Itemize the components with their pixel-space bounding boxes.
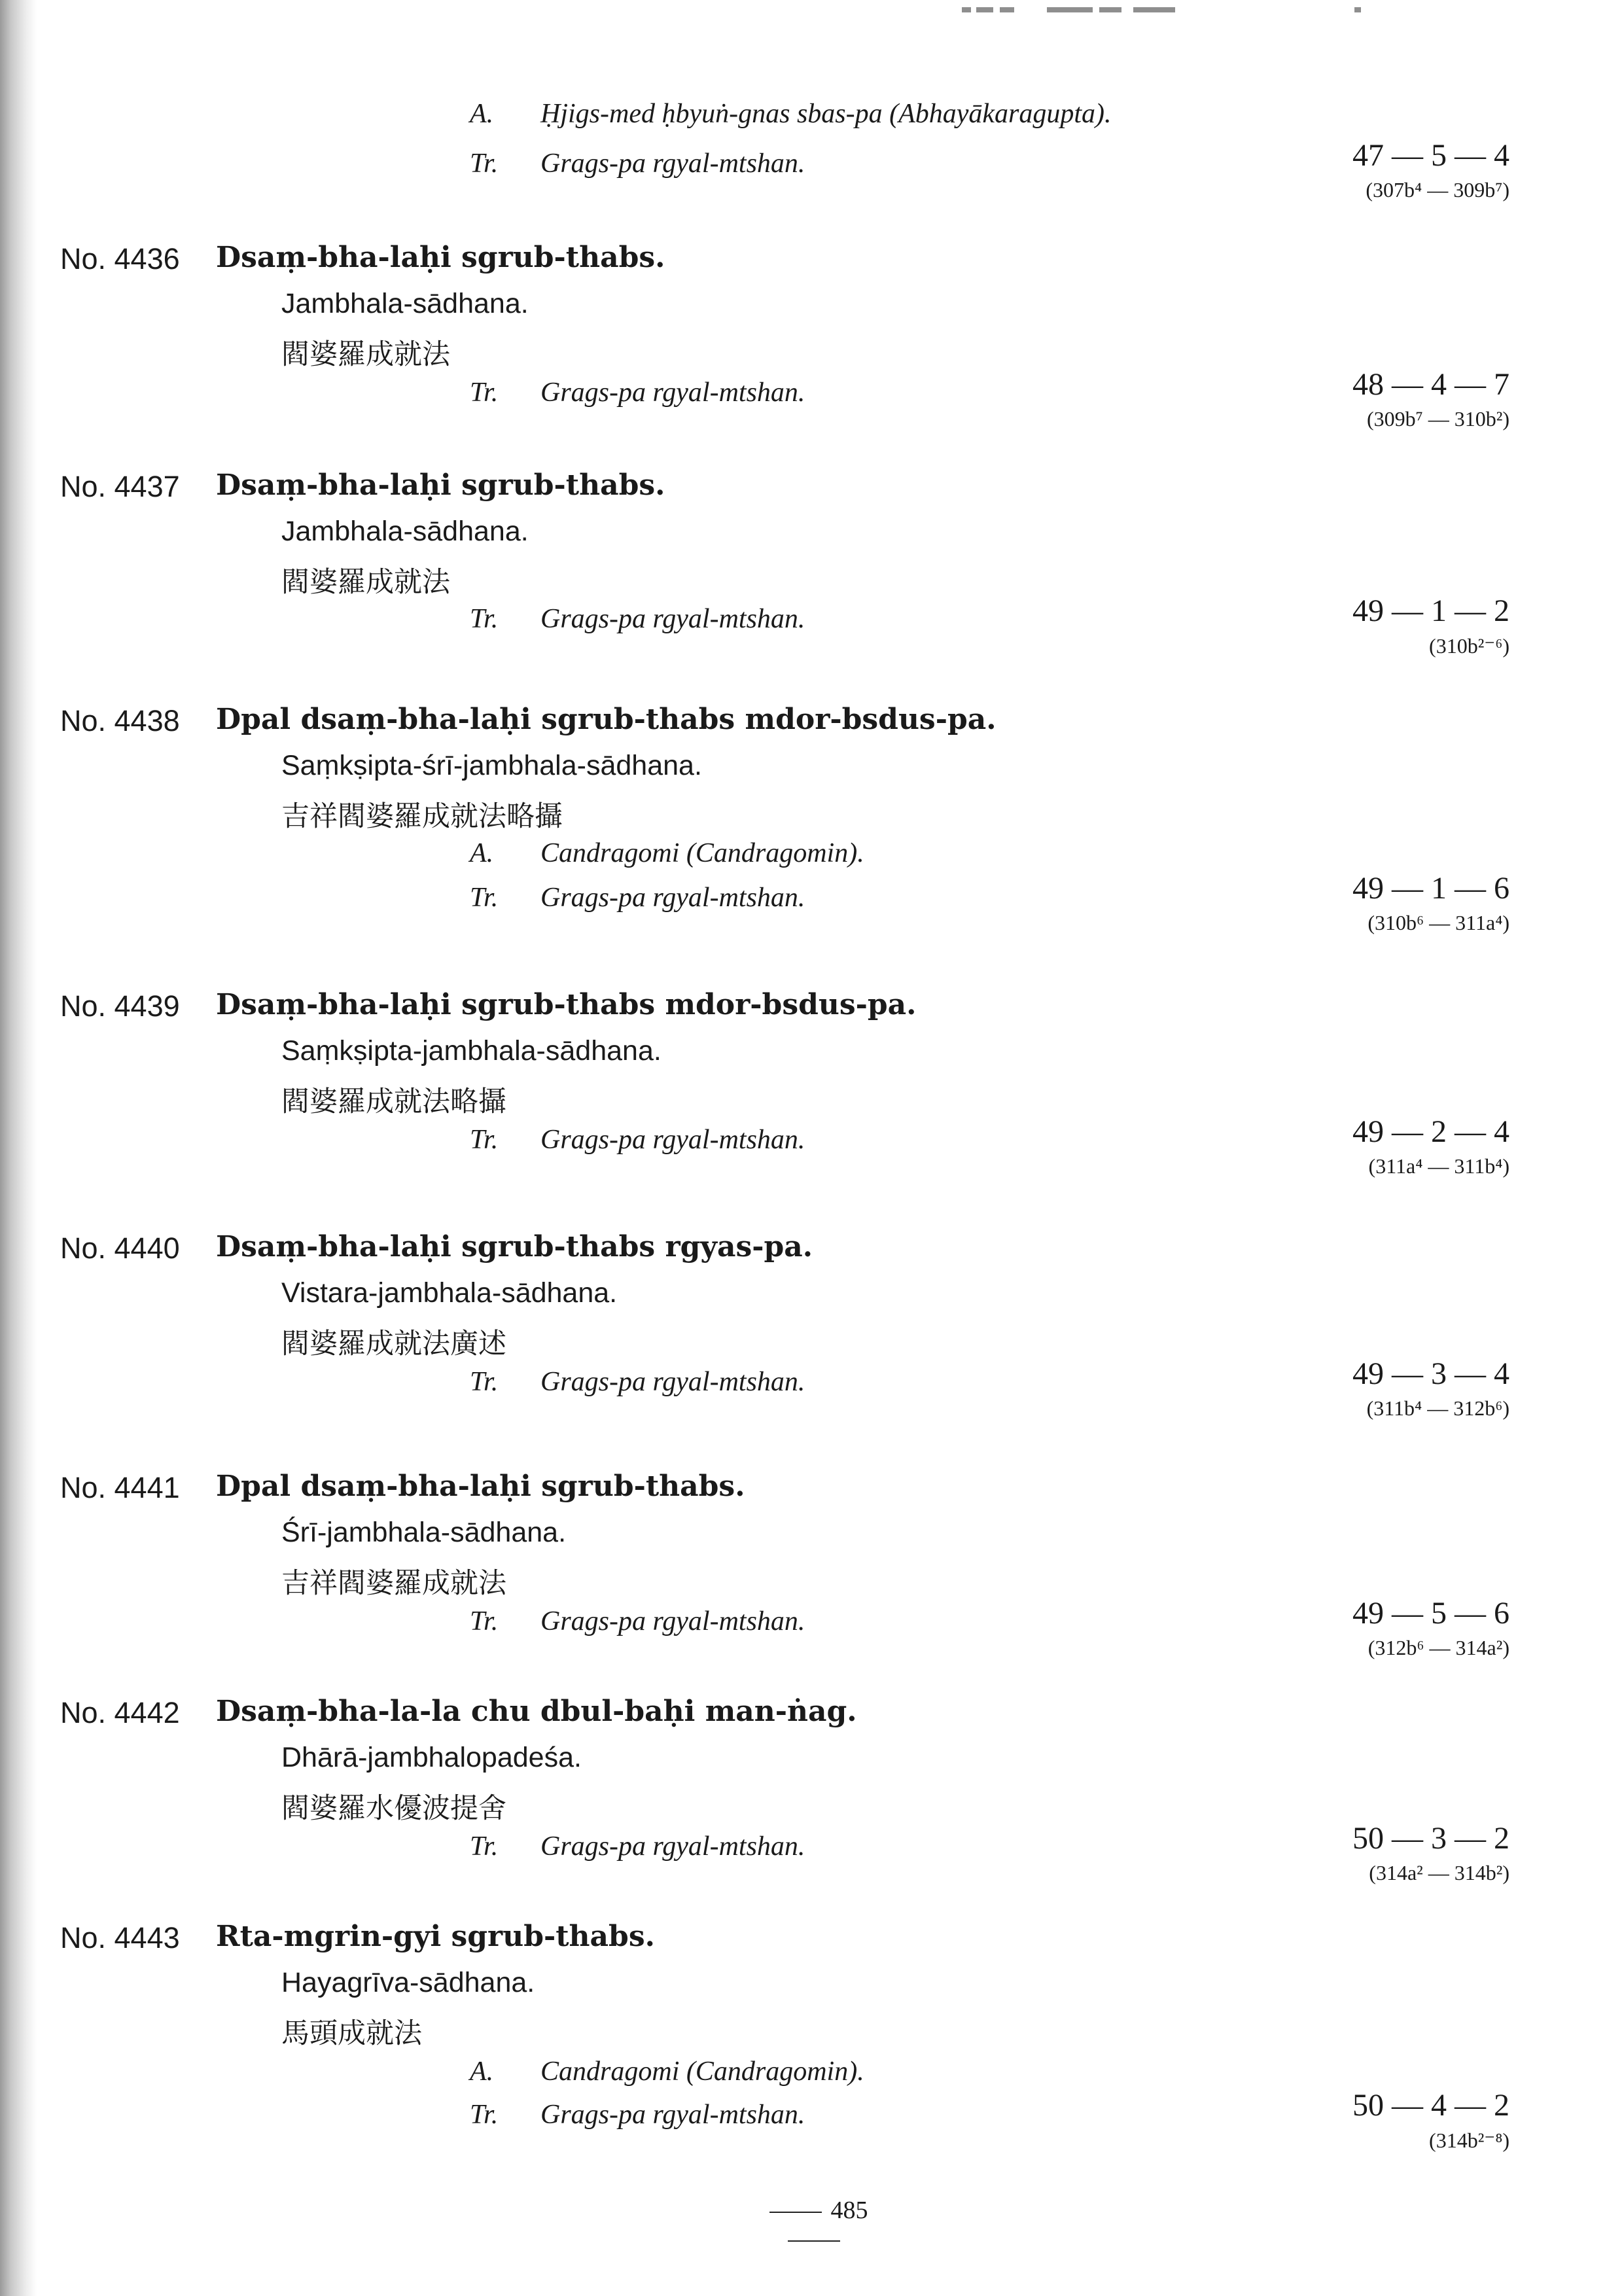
translator-name: Grags-pa rgyal-mtshan. (540, 604, 805, 634)
translator-role: Tr. (470, 149, 499, 179)
folio-reference: (311a⁴ — 311b⁴) (1368, 1154, 1509, 1178)
sanskrit-title: Dhārā-jambhalopadeśa. (281, 1742, 582, 1773)
scanned-page-edge (0, 0, 37, 2296)
translator-name: Grags-pa rgyal-mtshan. (540, 149, 805, 179)
tibetan-title: Dpal dsaṃ-bha-laḥi sgrub-thabs mdor-bsdus-pa. (216, 703, 997, 736)
volume-reference: 50 — 3 — 2 (1352, 1821, 1509, 1856)
translator-role: Tr. (470, 1367, 499, 1397)
entry-number: No. 4438 (60, 704, 180, 737)
folio-reference: (309b⁷ — 310b²) (1366, 407, 1509, 431)
chinese-title: 閻婆羅成就法略攝 (281, 1086, 506, 1118)
chinese-title: 閻婆羅成就法 (281, 566, 450, 599)
translator-name: Grags-pa rgyal-mtshan. (540, 2100, 805, 2130)
chinese-title: 閻婆羅成就法廣述 (281, 1328, 506, 1360)
volume-reference: 49 — 3 — 4 (1352, 1356, 1509, 1391)
sanskrit-title: Jambhala-sādhana. (281, 288, 529, 319)
sanskrit-title: Saṃkṣipta-śrī-jambhala-sādhana. (281, 750, 702, 781)
folio-reference: (311b⁴ — 312b⁶) (1366, 1396, 1509, 1420)
entry-number: No. 4443 (60, 1921, 180, 1954)
tibetan-title: Rta-mgrin-gyi sgrub-thabs. (216, 1920, 655, 1953)
tibetan-title: Dsaṃ-bha-laḥi sgrub-thabs. (216, 241, 665, 274)
folio-reference: (310b²⁻⁶) (1429, 634, 1509, 658)
volume-reference: 49 — 1 — 6 (1352, 871, 1509, 906)
volume-reference: 48 — 4 — 7 (1352, 367, 1509, 402)
entry-number: No. 4442 (60, 1696, 180, 1729)
folio-reference: (310b⁶ — 311a⁴) (1368, 911, 1509, 934)
translator-name: Grags-pa rgyal-mtshan. (540, 1367, 805, 1397)
folio-reference: (307b⁴ — 309b⁷) (1366, 178, 1509, 202)
volume-reference: 49 — 1 — 2 (1352, 593, 1509, 628)
translator-name: Grags-pa rgyal-mtshan. (540, 1831, 805, 1862)
cropped-header-glyphs (962, 5, 1368, 16)
sanskrit-title: Saṃkṣipta-jambhala-sādhana. (281, 1035, 662, 1067)
translator-role: Tr. (470, 1125, 499, 1155)
translator-role: Tr. (470, 604, 499, 634)
translator-role: Tr. (470, 1606, 499, 1636)
sanskrit-title: Hayagrīva-sādhana. (281, 1967, 535, 1998)
folio-reference: (312b⁶ — 314a²) (1368, 1636, 1509, 1659)
author-role: A. (470, 2057, 494, 2087)
volume-reference: 47 — 5 — 4 (1352, 138, 1509, 173)
tibetan-title: Dsaṃ-bha-laḥi sgrub-thabs mdor-bsdus-pa. (216, 988, 917, 1021)
tibetan-title: Dsaṃ-bha-la-la chu dbul-baḥi man-ṅag. (216, 1695, 857, 1728)
running-head-cropped (962, 1, 1368, 21)
chinese-title: 吉祥閻婆羅成就法略攝 (281, 800, 563, 833)
chinese-title: 吉祥閻婆羅成就法 (281, 1567, 506, 1600)
page-number-rule-left (769, 2212, 822, 2213)
folio-reference: (314b²⁻⁸) (1429, 2128, 1509, 2152)
translator-role: Tr. (470, 1831, 499, 1862)
tibetan-title: Dpal dsaṃ-bha-laḥi sgrub-thabs. (216, 1470, 745, 1503)
author-name: Candragomi (Candragomin). (540, 838, 864, 868)
volume-reference: 49 — 5 — 6 (1352, 1596, 1509, 1631)
tibetan-title: Dsaṃ-bha-laḥi sgrub-thabs rgyas-pa. (216, 1230, 813, 1263)
translator-role: Tr. (470, 883, 499, 913)
chinese-title: 閻婆羅成就法 (281, 338, 450, 371)
sanskrit-title: Vistara-jambhala-sādhana. (281, 1277, 618, 1309)
author-name: Candragomi (Candragomin). (540, 2057, 864, 2087)
author-role: A. (470, 99, 494, 129)
entry-number: No. 4440 (60, 1231, 180, 1265)
volume-reference: 49 — 2 — 4 (1352, 1114, 1509, 1149)
sanskrit-title: Śrī-jambhala-sādhana. (281, 1517, 567, 1548)
author-name: Ḥjigs-med ḥbyuṅ-gnas sbas-pa (Abhayākaragupta). (540, 99, 1112, 129)
page-number-rule-right (788, 2240, 840, 2242)
chinese-title: 閻婆羅水優波提舍 (281, 1792, 506, 1825)
volume-reference: 50 — 4 — 2 (1352, 2088, 1509, 2123)
page-number (725, 2196, 903, 2253)
translator-name: Grags-pa rgyal-mtshan. (540, 1606, 805, 1636)
translator-name: Grags-pa rgyal-mtshan. (540, 1125, 805, 1155)
tibetan-title: Dsaṃ-bha-laḥi sgrub-thabs. (216, 468, 665, 502)
folio-reference: (314a² — 314b²) (1369, 1861, 1509, 1884)
page-number-value: 485 (830, 2197, 868, 2224)
entry-number: No. 4437 (60, 470, 180, 503)
sanskrit-title: Jambhala-sādhana. (281, 516, 529, 547)
entry-number: No. 4441 (60, 1471, 180, 1504)
chinese-title: 馬頭成就法 (281, 2017, 422, 2050)
author-role: A. (470, 838, 494, 868)
entry-number: No. 4436 (60, 242, 180, 275)
translator-role: Tr. (470, 2100, 499, 2130)
entry-number: No. 4439 (60, 989, 180, 1023)
translator-name: Grags-pa rgyal-mtshan. (540, 378, 805, 408)
translator-name: Grags-pa rgyal-mtshan. (540, 883, 805, 913)
translator-role: Tr. (470, 378, 499, 408)
